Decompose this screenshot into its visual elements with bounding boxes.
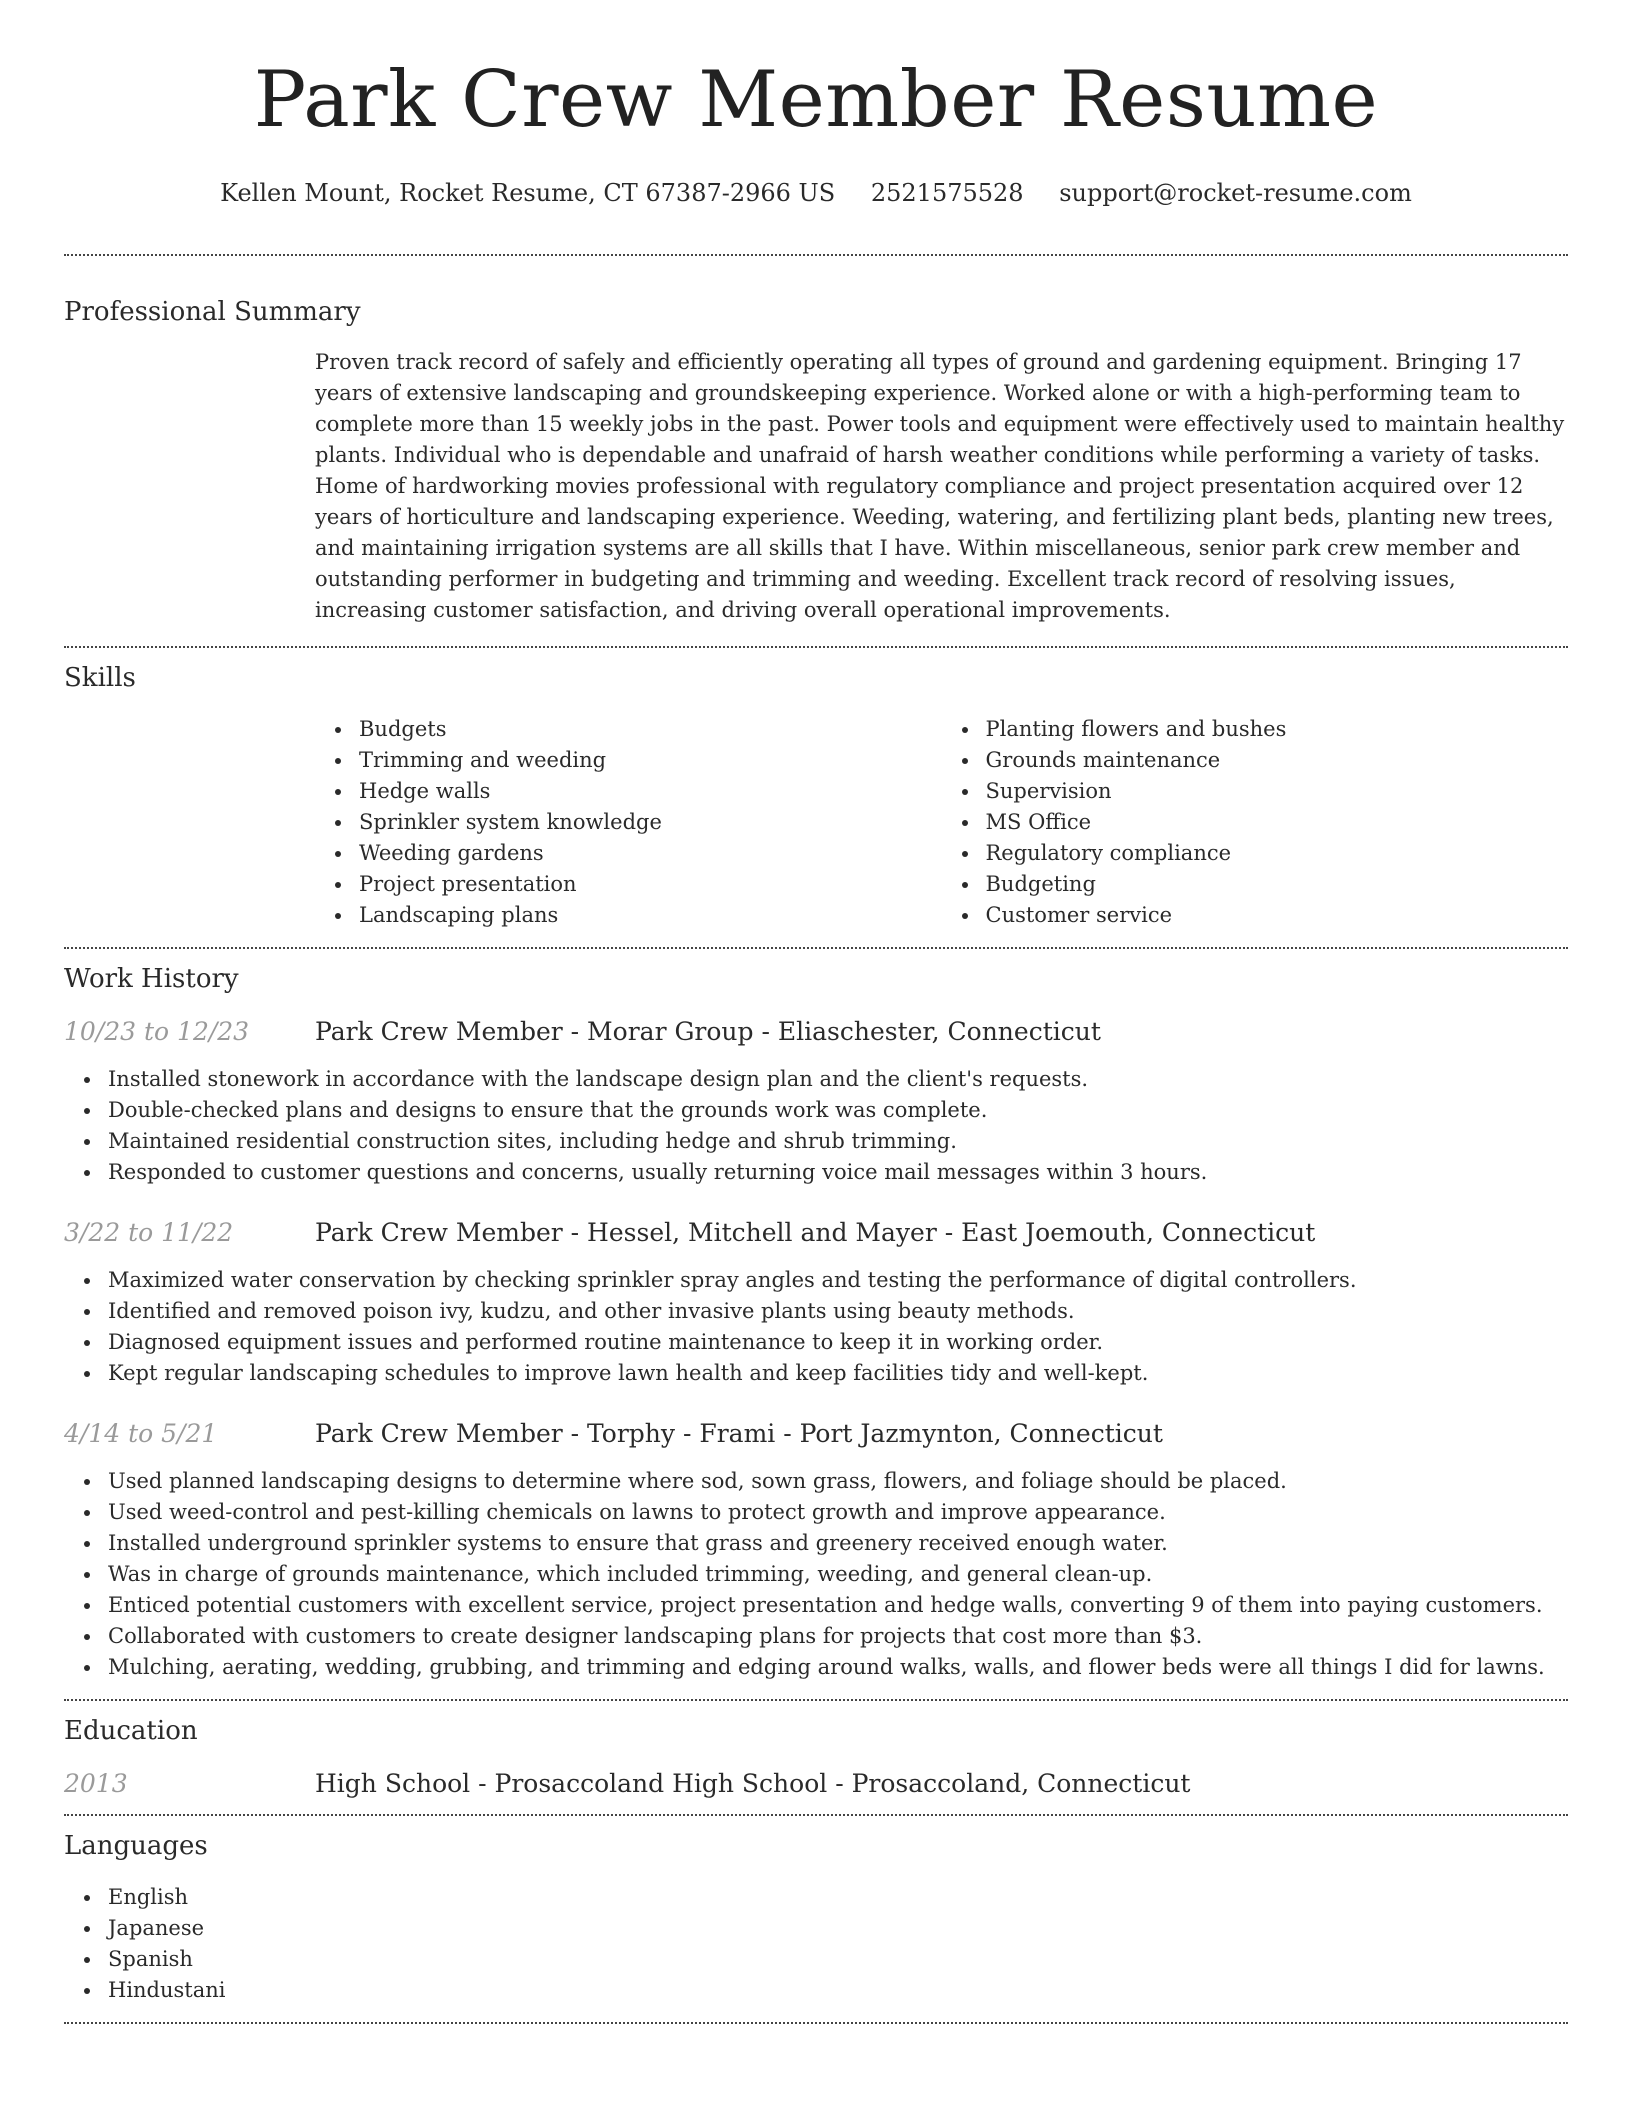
work-heading: Work History — [64, 964, 239, 994]
job-dates: 10/23 to 12/23 — [64, 1017, 250, 1046]
language-item: Spanish — [108, 1944, 1568, 1975]
skill-item: Project presentation — [359, 869, 942, 900]
job-bullet: Collaborated with customers to create designer landscaping plans for projects that cost more than $3. — [108, 1621, 1568, 1652]
job-header — [64, 1017, 1568, 1046]
job-bullet: Kept regular landscaping schedules to improve lawn health and keep facilities tidy and well-kept. — [108, 1358, 1568, 1389]
job-title: Park Crew Member - Torphy - Frami - Port Jazmynton, Connecticut — [315, 1419, 1163, 1448]
divider — [64, 947, 1568, 949]
job-bullet: Mulching, aerating, wedding, grubbing, and trimming and edging around walks, walls, and flower beds were all things I did for lawns. — [108, 1652, 1568, 1683]
job-bullets — [64, 1064, 1568, 1188]
job-title: Park Crew Member - Morar Group - Eliaschester, Connecticut — [315, 1017, 1101, 1046]
contact-line — [64, 178, 1568, 208]
contact-email: support@rocket-resume.com — [1059, 179, 1412, 207]
skill-item: Supervision — [986, 776, 1569, 807]
job-bullet: Used planned landscaping designs to determine where sod, sown grass, flowers, and foliage should be placed. — [108, 1466, 1568, 1497]
job-bullet: Installed underground sprinkler systems to ensure that grass and greenery received enough water. — [108, 1528, 1568, 1559]
job-bullet: Maintained residential construction sites, including hedge and shrub trimming. — [108, 1126, 1568, 1157]
contact-phone: 2521575528 — [870, 179, 1024, 207]
job-entry — [64, 1218, 1568, 1389]
summary-text: Proven track record of safely and efficiently operating all types of ground and gardening equipment. Bringing 17 years of extensive landscaping and groundskeeping experience. Worked alone or with a high-performing team to complete more than 15 weekly jobs in the past. Power tools and equipment were effectively used to maintain healthy plants. Individual who is dependable and unafraid of harsh weather conditions while performing a variety of tasks. Home of hardworking movies professional with regulatory compliance and project presentation acquired over 12 years of horticulture and landscaping experience. Weeding, watering, and fertilizing plant beds, planting new trees, and maintaining irrigation systems are all skills that I have. Within miscellaneous, senior park crew member and outstanding performer in budgeting and trimming and weeding. Excellent track record of resolving issues, increasing customer satisfaction, and driving overall operational improvements. — [315, 350, 1565, 622]
education-year: 2013 — [64, 1769, 128, 1798]
skills-list — [315, 714, 1568, 931]
skill-item: Sprinkler system knowledge — [359, 807, 942, 838]
job-dates: 3/22 to 11/22 — [64, 1218, 234, 1247]
job-bullet: Maximized water conservation by checking sprinkler spray angles and testing the performance of digital controllers. — [108, 1265, 1568, 1296]
divider — [64, 1699, 1568, 1701]
job-entry — [64, 1017, 1568, 1188]
skill-item: Landscaping plans — [359, 900, 942, 931]
job-bullet: Diagnosed equipment issues and performed routine maintenance to keep it in working order. — [108, 1327, 1568, 1358]
job-bullet: Was in charge of grounds maintenance, which included trimming, weeding, and general clean-up. — [108, 1559, 1568, 1590]
skill-item: Weeding gardens — [359, 838, 942, 869]
job-bullets — [64, 1265, 1568, 1389]
skills-column-left — [315, 714, 942, 931]
job-bullet: Identified and removed poison ivy, kudzu, and other invasive plants using beauty methods. — [108, 1296, 1568, 1327]
job-entry — [64, 1419, 1568, 1683]
job-header — [64, 1419, 1568, 1448]
skill-item: Customer service — [986, 900, 1569, 931]
resume-page — [64, 0, 1568, 2024]
skill-item: Grounds maintenance — [986, 745, 1569, 776]
summary-heading: Professional Summary — [64, 297, 361, 327]
language-item: Japanese — [108, 1913, 1568, 1944]
job-bullet: Double-checked plans and designs to ensure that the grounds work was complete. — [108, 1095, 1568, 1126]
skill-item: Budgeting — [986, 869, 1569, 900]
skill-item: MS Office — [986, 807, 1569, 838]
language-item: Hindustani — [108, 1975, 1568, 2006]
education-heading: Education — [64, 1716, 198, 1746]
divider — [64, 254, 1568, 256]
divider — [64, 1814, 1568, 1816]
skill-item: Planting flowers and bushes — [986, 714, 1569, 745]
divider — [64, 646, 1568, 648]
languages-heading: Languages — [64, 1831, 208, 1861]
job-title: Park Crew Member - Hessel, Mitchell and Mayer - East Joemouth, Connecticut — [315, 1218, 1316, 1247]
resume-title: Park Crew Member Resume — [253, 55, 1379, 145]
contact-address: Kellen Mount, Rocket Resume, CT 67387-2966 US — [220, 179, 836, 207]
job-bullet: Installed stonework in accordance with the landscape design plan and the client's requests. — [108, 1064, 1568, 1095]
job-header — [64, 1218, 1568, 1247]
skill-item: Budgets — [359, 714, 942, 745]
skill-item: Regulatory compliance — [986, 838, 1569, 869]
job-bullet: Enticed potential customers with excellent service, project presentation and hedge walls, converting 9 of them into paying customers. — [108, 1590, 1568, 1621]
job-bullet: Used weed-control and pest-killing chemicals on lawns to protect growth and improve appearance. — [108, 1497, 1568, 1528]
skills-heading: Skills — [64, 663, 136, 693]
skill-item: Hedge walls — [359, 776, 942, 807]
skill-item: Trimming and weeding — [359, 745, 942, 776]
skills-column-right — [942, 714, 1569, 931]
job-bullet: Responded to customer questions and concerns, usually returning voice mail messages within 3 hours. — [108, 1157, 1568, 1188]
language-item: English — [108, 1882, 1568, 1913]
job-dates: 4/14 to 5/21 — [64, 1419, 218, 1448]
divider — [64, 2022, 1568, 2024]
education-title: High School - Prosaccoland High School - Prosaccoland, Connecticut — [315, 1769, 1191, 1798]
job-bullets — [64, 1466, 1568, 1683]
education-entry — [64, 1769, 1568, 1798]
languages-list — [64, 1882, 1568, 2006]
